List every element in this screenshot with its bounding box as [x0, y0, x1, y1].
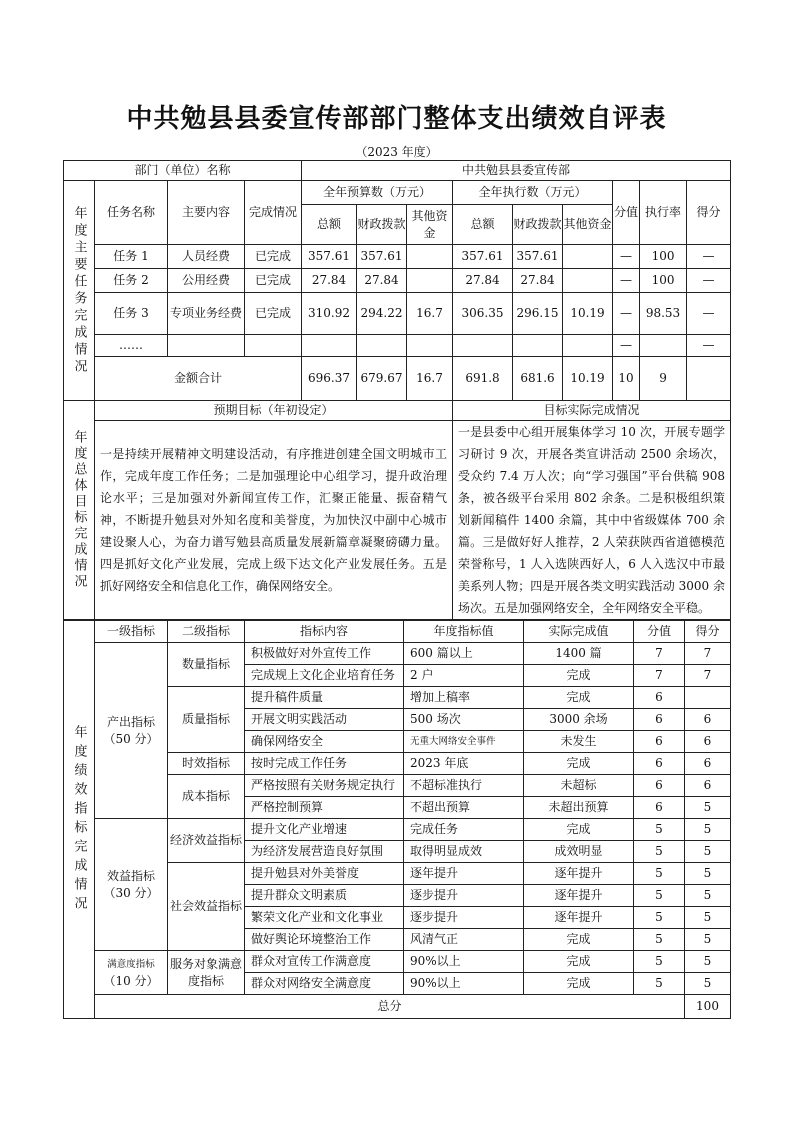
expected-goals-heading: 预期目标（年初设定） [95, 401, 453, 421]
col-exec-fin: 财政拨款 [513, 205, 563, 245]
col-rate: 执行率 [640, 181, 687, 245]
l2-economic: 经济效益指标 [168, 819, 245, 863]
table-row: 满意度指标 （10 分） 服务对象满意度指标 群众对宣传工作满意度 90%以上 完成 5 5 [64, 951, 731, 973]
col-ind-score: 分值 [634, 621, 685, 643]
table-row: 繁荣文化产业和文化事业 逐步提升 逐年提升 5 5 [64, 907, 731, 929]
col-exec-other: 其他资金 [563, 205, 613, 245]
expected-goals-text: 一是持续开展精神文明建设活动，有序推进创建全国文明城市工作，完成年度工作任务；二是加强理论中心组学习，提升政治理论水平；三是加强对外新闻宣传工作，汇聚正能量、振奋精气神，不断提升勉县对外知名度和美誉度，为加快汉中副中心城市建设聚人心，为奋力谱写勉县高质量发展新篇章凝聚磅礴力量。四是抓好文化产业发展，完成上级下达文化产业发展任务。五是抓好网络安全和信息化工作，确保网络安全。 [95, 421, 453, 620]
l2-cost: 成本指标 [168, 775, 245, 819]
section2-side-label: 年度总体目标完成情况 [64, 401, 95, 620]
group-output: 产出指标 （50 分） [95, 643, 168, 819]
table-row: 做好舆论环境整治工作 风清气正 完成 5 5 [64, 929, 731, 951]
table-row: 质量指标 提升稿件质量 增加上稿率 完成 6 [64, 687, 731, 709]
l2-service-satisfaction: 服务对象满意度指标 [168, 951, 245, 995]
col-status: 完成情况 [245, 181, 302, 245]
table-performance-indicators [63, 620, 731, 1019]
col-actual: 实际完成值 [524, 621, 634, 643]
table-row: 时效指标 按时完成工作任务 2023 年底 完成 6 6 [64, 753, 731, 775]
total-label: 总分 [95, 995, 685, 1019]
actual-goals-heading: 目标实际完成情况 [453, 401, 731, 421]
col-score: 分值 [613, 181, 640, 245]
col-budget-other: 其他资金 [407, 205, 453, 245]
sum-e-other: 10.19 [563, 357, 613, 401]
col-l2: 二级指标 [168, 621, 245, 643]
table-row: 社会效益指标 提升勉县对外美誉度 逐年提升 逐年提升 5 5 [64, 863, 731, 885]
col-indicator: 指标内容 [245, 621, 404, 643]
table-row: 群众对网络安全满意度 90%以上 完成 5 5 [64, 973, 731, 995]
col-l1: 一级指标 [95, 621, 168, 643]
table-row: 产出指标 （50 分） 数量指标 积极做好对外宣传工作 600 篇以上 1400 篇 7 7 [64, 643, 731, 665]
page-title: 中共勉县县委宣传部部门整体支出绩效自评表 [126, 104, 667, 134]
sum-b-other: 16.7 [407, 357, 453, 401]
table-row: 效益指标 （30 分） 经济效益指标 提升文化产业增速 完成任务 完成 5 5 [64, 819, 731, 841]
table-row: 提升群众文明素质 逐步提升 逐年提升 5 5 [64, 885, 731, 907]
sum-e-total: 691.8 [453, 357, 513, 401]
table-row: 为经济发展营造良好氛围 取得明显成效 成效明显 5 5 [64, 841, 731, 863]
table-row: 任务 3 专项业务经费 已完成 310.92 294.22 16.7 306.35 296.15 10.19 — 98.53 — [64, 293, 731, 335]
col-exec: 全年执行数（万元） [453, 181, 613, 205]
l2-social: 社会效益指标 [168, 863, 245, 951]
table-row: 确保网络安全 无重大网络安全事件 未发生 6 6 [64, 731, 731, 753]
table-tasks-goals [63, 160, 731, 620]
table-row: 成本指标 严格按照有关财务规定执行 不超标准执行 未超标 6 6 [64, 775, 731, 797]
table-row: 开展文明实践活动 500 场次 3000 余场 6 6 [64, 709, 731, 731]
table-row: 完成规上文化企业培育任务 2 户 完成 7 7 [64, 665, 731, 687]
sum-label: 金额合计 [95, 357, 302, 401]
col-target: 年度指标值 [404, 621, 524, 643]
col-budget-fin: 财政拨款 [357, 205, 407, 245]
sum-got [687, 357, 731, 401]
dept-value: 中共勉县县委宣传部 [302, 161, 731, 181]
col-content: 主要内容 [168, 181, 245, 245]
col-task: 任务名称 [95, 181, 168, 245]
l2-timeliness: 时效指标 [168, 753, 245, 775]
group-benefit: 效益指标 （30 分） [95, 819, 168, 951]
section1-side-label: 年度主要任务完成情况 [64, 181, 95, 401]
col-ind-got: 得分 [685, 621, 731, 643]
col-budget: 全年预算数（万元） [302, 181, 453, 205]
col-got: 得分 [687, 181, 731, 245]
table-row: …… — — [64, 335, 731, 357]
dept-label: 部门（单位）名称 [64, 161, 302, 181]
table-row: 严格控制预算 不超出预算 未超出预算 6 5 [64, 797, 731, 819]
sum-b-fin: 679.67 [357, 357, 407, 401]
year-label: （2023 年度） [355, 145, 438, 159]
sum-score: 10 [613, 357, 640, 401]
section3-side-label: 年度绩效指标完成情况 [64, 621, 95, 1019]
table-row: 任务 1 人员经费 已完成 357.61 357.61 357.61 357.61 — 100 — [64, 245, 731, 269]
sum-b-total: 696.37 [302, 357, 357, 401]
col-exec-total: 总额 [453, 205, 513, 245]
table-row: 任务 2 公用经费 已完成 27.84 27.84 27.84 27.84 — 100 — [64, 269, 731, 293]
total-score: 100 [685, 995, 731, 1019]
actual-goals-text: 一是县委中心组开展集体学习 10 次，开展专题学习研讨 9 次，开展各类宣讲活动 2500 余场次，受众约 7.4 万人次；向“学习强国”平台供稿 908 条，被各级平台采用 802 余条。二是积极组织策划新闻稿件 1400 余篇，其中中省级媒体 700 余篇。三是做好好人推荐，2 人荣获陕西省道德模范荣誉称号，1 人入选陕西好人，6 人入选汉中市最美系列人物；四是开展各类文明实践活动 3000 余场次。五是加强网络安全，全年网络安全平稳。 [453, 421, 731, 620]
group-satisfaction: 满意度指标 （10 分） [95, 951, 168, 995]
sum-rate: 9 [640, 357, 687, 401]
sum-e-fin: 681.6 [513, 357, 563, 401]
col-budget-total: 总额 [302, 205, 357, 245]
l2-quality: 质量指标 [168, 687, 245, 753]
l2-quantity: 数量指标 [168, 643, 245, 687]
